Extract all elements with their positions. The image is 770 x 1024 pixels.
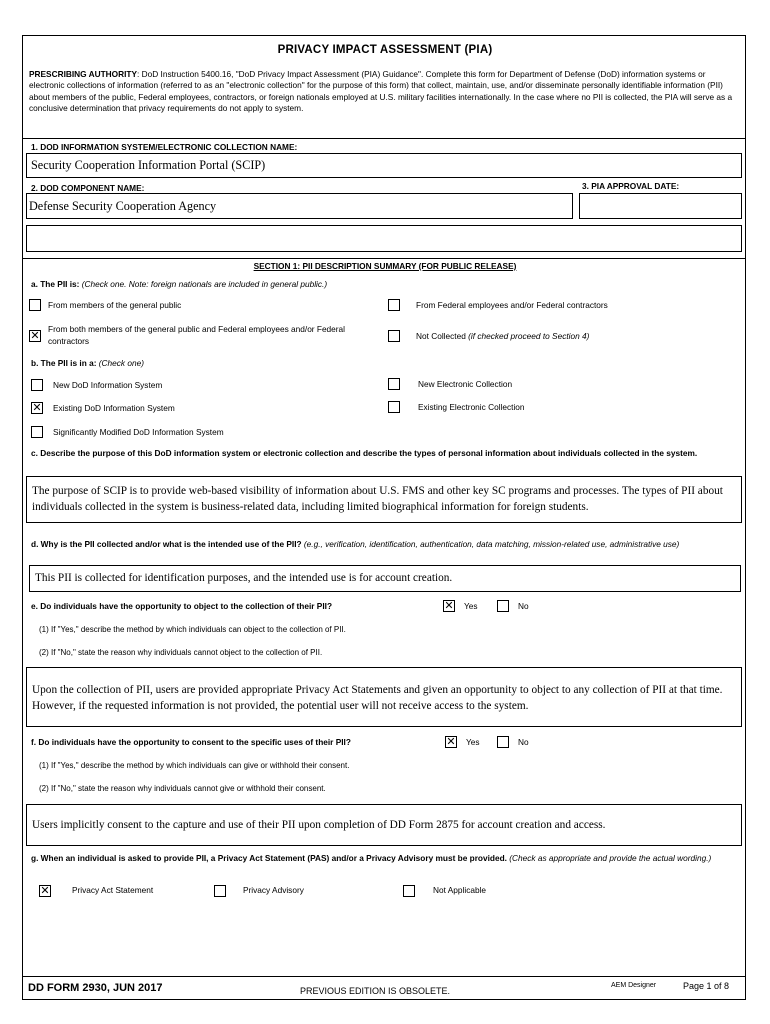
- object-answer: Upon the collection of PII, users are provided appropriate Privacy Act Statements and given an opportunity to object to any collection of PII at that time. However, if the requested information is not provided, the potential user will not receive access to the system.: [32, 684, 723, 712]
- option-not-applicable: Not Applicable: [433, 885, 487, 895]
- object-yes-instruction: (1) If "Yes," describe the method by which individuals can object to the collection of PII.: [39, 625, 346, 634]
- checkbox-modified-system[interactable]: [31, 426, 43, 438]
- form-frame: [22, 35, 746, 1000]
- option-not-collected-hint: (if checked proceed to Section 4): [465, 331, 590, 341]
- divider: [23, 258, 745, 259]
- section1-heading: SECTION 1: PII DESCRIPTION SUMMARY (FOR PUBLIC RELEASE): [253, 261, 517, 271]
- checkbox-privacy-advisory[interactable]: [214, 885, 226, 897]
- checkbox-consent-yes[interactable]: ✕: [446, 735, 456, 748]
- use-answer-box[interactable]: [29, 565, 741, 592]
- q2-label: 2. DOD COMPONENT NAME:: [31, 183, 145, 193]
- object-no-instruction: (2) If "No," state the reason why individuals cannot object to the collection of PII.: [39, 648, 323, 657]
- option-federal-employees: From Federal employees and/or Federal contractors: [416, 300, 608, 310]
- checkbox-new-collection[interactable]: [388, 378, 400, 390]
- checkbox-not-collected[interactable]: [388, 330, 400, 342]
- page-number: Page 1 of 8: [683, 981, 730, 991]
- question-g: [31, 853, 743, 865]
- option-not-collected-label: Not Collected: [416, 331, 466, 341]
- option-privacy-act-statement: Privacy Act Statement: [72, 885, 154, 895]
- q3-label: 3. PIA APPROVAL DATE:: [582, 181, 680, 191]
- option-existing-system: Existing DoD Information System: [53, 403, 175, 413]
- object-yes-label: Yes: [464, 601, 478, 611]
- question-g-hint: (Check as appropriate and provide the actual wording.): [506, 853, 712, 863]
- checkbox-general-public[interactable]: [29, 299, 41, 311]
- checkbox-federal-employees[interactable]: [388, 299, 400, 311]
- question-a-label: a. The PII is:: [31, 279, 80, 289]
- checkbox-consent-no[interactable]: [497, 736, 509, 748]
- question-b-hint: (Check one): [96, 358, 144, 368]
- aem-designer-label: AEM Designer: [611, 982, 657, 989]
- option-general-public: From members of the general public: [48, 300, 182, 310]
- q1-label: 1. DOD INFORMATION SYSTEM/ELECTRONIC COLLECTION NAME:: [31, 142, 298, 152]
- object-no-label: No: [518, 601, 529, 611]
- prescribing-text: : DoD Instruction 5400.16, "DoD Privacy Impact Assessment (PIA) Guidance". Complete this form for Department of Defense (DoD) information systems or electronic collections of information (referred to as an "electronic collection" for the purpose of this form) that collect, maintain, use, and/or disseminate personally identifiable information (PII) about members of the public, Federal employees, contractors, or foreign nationals employed at U.S. military facilities internationally. In the case where no PII is collected, the PIA will serve as a conclusive determination that privacy requirements do not apply to system.: [29, 69, 733, 113]
- option-existing-collection: Existing Electronic Collection: [418, 402, 525, 412]
- consent-no-instruction: (2) If "No," state the reason why individuals cannot give or withhold their consent.: [39, 784, 326, 793]
- additional-field[interactable]: [26, 225, 742, 252]
- divider: [23, 138, 745, 139]
- checkbox-new-system[interactable]: [31, 379, 43, 391]
- checkbox-existing-system[interactable]: ✕: [32, 401, 42, 414]
- purpose-answer: The purpose of SCIP is to provide web-based visibility of information about U.S. FMS and other key SC programs and processes. The types of PII about individuals collected in the system is business-related data, including limited biographical information for foreign students.: [32, 485, 723, 513]
- approval-date-field[interactable]: [579, 193, 742, 219]
- question-c-label: c. Describe the purpose of this DoD information system or electronic collection and describe the types of personal information about individuals collected in the system.: [31, 448, 698, 458]
- use-answer: This PII is collected for identification purposes, and the intended use is for account creation.: [35, 572, 453, 584]
- question-d-hint: (e.g., verification, identification, authentication, data matching, mission-related use, administrative use): [301, 539, 680, 549]
- option-modified-system: Significantly Modified DoD Information System: [53, 427, 224, 437]
- question-b: [31, 358, 144, 368]
- checkbox-object-yes[interactable]: ✕: [444, 599, 454, 612]
- system-name-field[interactable]: [26, 153, 742, 178]
- checkbox-object-no[interactable]: [497, 600, 509, 612]
- question-e-label: e. Do individuals have the opportunity to object to the collection of their PII?: [31, 601, 333, 611]
- option-not-collected: [416, 331, 589, 341]
- question-d: [31, 539, 743, 550]
- consent-no-label: No: [518, 737, 529, 747]
- component-name-field[interactable]: [26, 193, 573, 219]
- prescribing-authority: [29, 69, 741, 114]
- previous-edition-note: PREVIOUS EDITION IS OBSOLETE.: [300, 986, 451, 996]
- consent-yes-instruction: (1) If "Yes," describe the method by which individuals can give or withhold their consent.: [39, 761, 350, 770]
- checkbox-not-applicable[interactable]: [403, 885, 415, 897]
- checkbox-privacy-act-statement[interactable]: ✕: [40, 884, 50, 897]
- form-number: DD FORM 2930, JUN 2017: [28, 982, 163, 994]
- form-title: PRIVACY IMPACT ASSESSMENT (PIA): [277, 44, 493, 56]
- system-name-value: Security Cooperation Information Portal (SCIP): [31, 158, 266, 172]
- question-g-label: g. When an individual is asked to provide PII, a Privacy Act Statement (PAS) and/or a Privacy Advisory must be provided.: [31, 853, 507, 863]
- purpose-answer-box[interactable]: [26, 476, 742, 523]
- component-name-value: Defense Security Cooperation Agency: [29, 199, 217, 213]
- option-both: From both members of the general public and Federal employees and/or Federal contractors: [48, 324, 346, 346]
- consent-answer: Users implicitly consent to the capture and use of their PII upon completion of DD Form 2875 for account creation and access.: [32, 819, 606, 831]
- question-a-hint: (Check one. Note: foreign nationals are included in general public.): [79, 279, 328, 289]
- question-a: [31, 279, 327, 289]
- checkbox-existing-collection[interactable]: [388, 401, 400, 413]
- consent-yes-label: Yes: [466, 737, 480, 747]
- question-d-label: d. Why is the PII collected and/or what is the intended use of the PII?: [31, 539, 302, 549]
- checkbox-both[interactable]: ✕: [30, 329, 40, 342]
- object-answer-box[interactable]: [26, 667, 742, 727]
- option-new-system: New DoD Information System: [53, 380, 163, 390]
- consent-answer-box[interactable]: [26, 804, 742, 846]
- question-f-label: f. Do individuals have the opportunity to consent to the specific uses of their PII?: [31, 737, 351, 747]
- question-b-label: b. The PII is in a:: [31, 358, 97, 368]
- option-privacy-advisory: Privacy Advisory: [243, 885, 304, 895]
- footer-divider: [23, 976, 745, 977]
- prescribing-label: PRESCRIBING AUTHORITY: [29, 69, 138, 79]
- option-new-collection: New Electronic Collection: [418, 379, 513, 389]
